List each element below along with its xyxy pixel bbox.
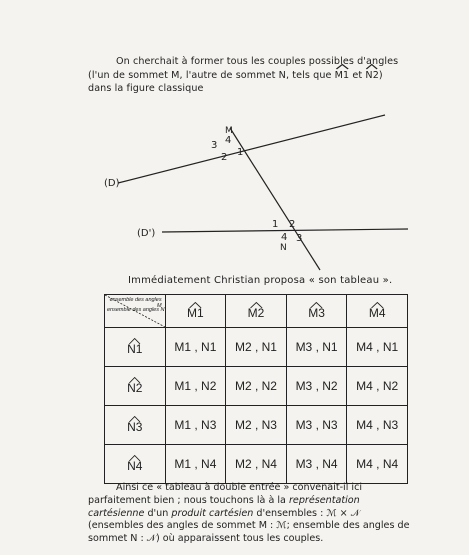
table-cell: M1 , N1: [165, 328, 226, 367]
angle-n2: 2: [289, 219, 296, 230]
intro-line-2: [88, 69, 418, 83]
col-header: M2: [226, 295, 287, 328]
label-dprime: (D'): [137, 228, 156, 239]
angle-n3: 3: [296, 233, 303, 244]
term-produit: produit cartésien: [171, 507, 254, 519]
corner-top-label: ensemble des angles M: [109, 297, 162, 309]
term-representation: représentation cartésienne: [88, 494, 360, 519]
conclusion-paragraph: [88, 482, 418, 546]
table-cell: M2 , N2: [226, 367, 287, 406]
intro-line-3: dans la figure classique: [88, 83, 204, 94]
table-header-row: [105, 295, 408, 328]
table-corner: [105, 295, 166, 328]
row-header: N4: [105, 445, 166, 484]
angle-n4: 4: [281, 232, 288, 243]
row-header: N3: [105, 406, 166, 445]
caption: Immédiatement Christian proposa « son tableau ».: [128, 275, 393, 286]
angle-n2-ref: N2: [365, 69, 378, 83]
angle-m3: 3: [211, 140, 218, 151]
row-header: N2: [105, 367, 166, 406]
table-cell: M1 , N2: [165, 367, 226, 406]
table-cell: M3 , N4: [286, 445, 347, 484]
intro-paragraph: [88, 55, 418, 96]
table-cell: M1 , N3: [165, 406, 226, 445]
table-cell: M3 , N2: [286, 367, 347, 406]
table-cell: M3 , N1: [286, 328, 347, 367]
table-cell: M4 , N3: [347, 406, 408, 445]
corner-bottom-label: ensemble des angles N: [107, 307, 165, 313]
angle-m4: 4: [225, 135, 232, 146]
geometry-figure: [0, 110, 469, 275]
conclusion-text: Ainsi ce « tableau à double entrée » convenait-il ici parfaitement bien ; nous touchons là à la représentation cartésienne d'un produit cartésien d'ensembles : ℳ × 𝒩 (ensembles des angles de sommet M : ℳ; ensemble des angles de sommet N : 𝒩) où apparaissent tous les couples.: [88, 482, 410, 545]
table-row: [105, 445, 408, 484]
table-cell: M1 , N4: [165, 445, 226, 484]
table-row: [105, 328, 408, 367]
point-m: M: [225, 126, 233, 136]
row-header: N1: [105, 328, 166, 367]
angle-m1-ref: M1: [335, 69, 350, 83]
table-cell: M2 , N1: [226, 328, 287, 367]
intro-line-2-start: (l'un de sommet M, l'autre de sommet N, tels que: [88, 69, 335, 81]
col-header: M1: [165, 295, 226, 328]
col-header: M3: [286, 295, 347, 328]
point-n: N: [280, 243, 287, 253]
table-cell: M3 , N3: [286, 406, 347, 445]
table-row: [105, 367, 408, 406]
double-entry-table: [104, 294, 408, 484]
table-cell: M4 , N1: [347, 328, 408, 367]
intro-line-2-end: ): [378, 69, 383, 81]
intro-line-1: On cherchait à former tous les couples possibles d'angles: [116, 56, 399, 67]
angle-m1: 1: [237, 147, 244, 158]
angle-m2: 2: [221, 152, 228, 163]
intro-line-2-mid: et: [349, 69, 366, 81]
table-row: [105, 406, 408, 445]
angle-n1: 1: [272, 219, 279, 230]
transversal-line: [230, 128, 320, 270]
line-d: [118, 115, 385, 183]
table-cell: M4 , N4: [347, 445, 408, 484]
table-cell: M2 , N3: [226, 406, 287, 445]
table-cell: M2 , N4: [226, 445, 287, 484]
label-d: (D): [104, 178, 120, 189]
col-header: M4: [347, 295, 408, 328]
table-cell: M4 , N2: [347, 367, 408, 406]
